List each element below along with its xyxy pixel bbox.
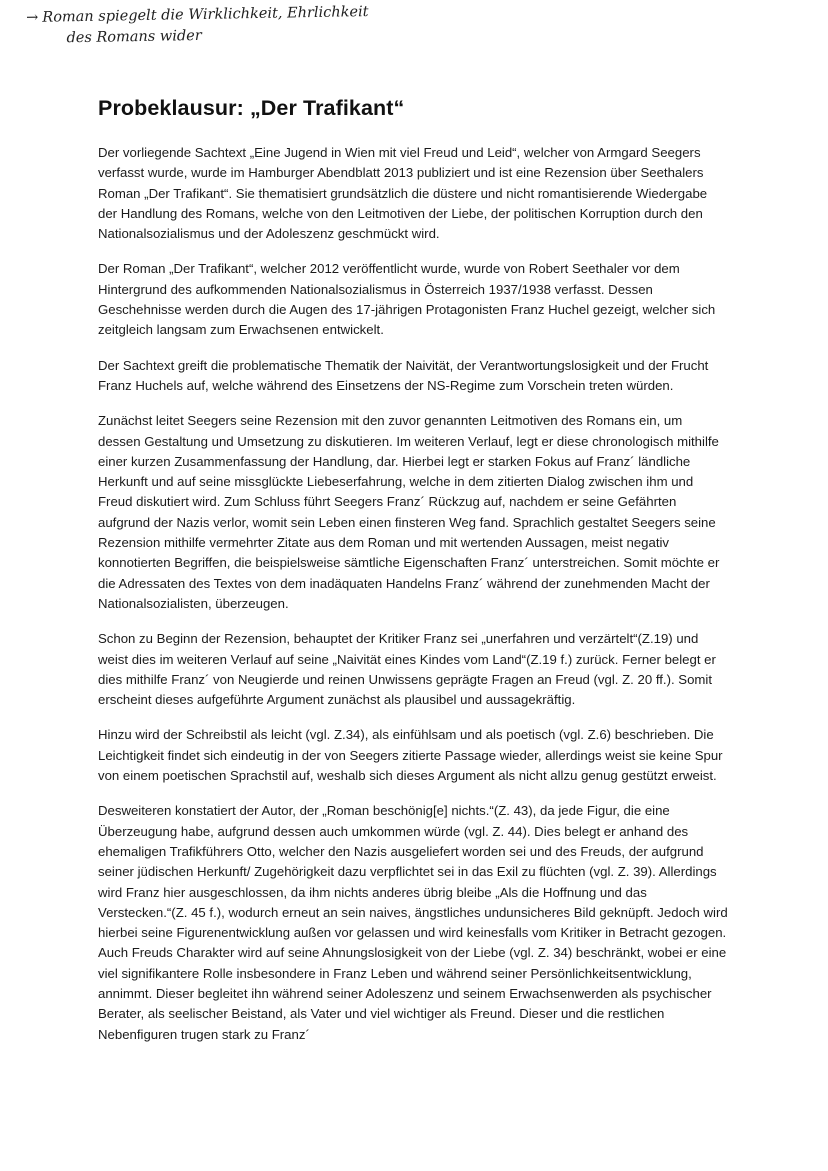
handwritten-note-line-2: des Romans wider — [66, 27, 202, 47]
paragraph-intro: Der vorliegende Sachtext „Eine Jugend in Wien mit viel Freud und Leid“, welcher von Armgard Seegers verfasst wurde, wurde im Hamburger Abendblatt 2013 publiziert und ist eine Rezension über Seethalers Roman „Der Trafikant“. Sie thematisiert grundsätzlich die düstere und nicht romantisierende Wiedergabe der Handlung des Romans, welche von den Leitmotiven der Liebe, der politischen Korruption durch den Nationalsozialismus und der Adoleszenz geschmückt wird. — [98, 145, 708, 242]
paragraph-argument-naivety: Schon zu Beginn der Rezension, behauptet der Kritiker Franz sei „unerfahren und verzärtelt“(Z.19) und weist dies im weiteren Verlauf auf seine „Naivität eines Kindes vom Land“(Z.19 f.) zurück. Ferner belegt er dies mithilfe Franz´ von Neugierde und reinen Unwissens geprägte Fragen an Freud (vgl. Z. 20 ff.). Somit erscheint dieses aufgeführte Argument zunächst als plausibel und aussagekräftig. — [98, 631, 716, 708]
paragraph-thematic: Der Sachtext greift die problematische Thematik der Naivität, der Verantwortungslosigkeit und der Frucht Franz Huchels auf, welche während des Einsetzens der NS-Regime zum Vorschein treten würden. — [98, 357, 709, 393]
handwritten-note-line-1: Roman spiegelt die Wirklichkeit, Ehrlichkeit — [42, 4, 369, 26]
document-title: Probeklausur: „Der Trafikant“ — [98, 96, 405, 120]
paragraph-argument-realism: Desweiteren konstatiert der Autor, der „Roman beschönig[e] nichts.“(Z. 43), da jede Figur, die eine Überzeugung habe, aufgrund dessen auch umkommen würde (vgl. Z. 44). Dies belegt er anhand des ehemaligen Trafikführers Otto, welcher den Nazis ausgeliefert worden sei und des Freuds, der aufgrund seiner jüdischen Herkunft/ Zugehörigkeit dazu verpflichtet sei in das Exil zu flüchten (vgl. Z. 39). Allerdings wird Franz hier ausgeschlossen, da ihm nichts anderes übrig bleibe „Als die Hoffnung und das Verstecken.“(Z. 45 f.), wodurch erneut an sein naives, ängstliches undunsicheres Bild geknüpft. Jedoch wird hierbei seine Figurenentwicklung außen vor gelassen und wird keinesfalls vom Kritiker in Betracht gezogen. Auch Freuds Charakter wird auf seine Ahnungslosigkeit von der Liebe (vgl. Z. 34) beschränkt, wobei er eine viel signifikantere Rolle insbesondere in Franz Leben und während seiner Persönlichkeitsentwicklung, annimmt. Dieser begleitet ihn während seiner Adoleszenz und seinem Erwachsenwerden als psychischer Berater, als seelischer Beistand, als Vater und viel wichtiger als Freund. Dieser und die restlichen Nebenfiguren trugen stark zu Franz´ — [98, 803, 728, 1042]
paragraph-structure: Zunächst leitet Seegers seine Rezension mit den zuvor genannten Leitmotiven des Romans ein, um dessen Gestaltung und Umsetzung zu diskutieren. Im weiteren Verlauf, legt er diese chronologisch mithilfe einer kurzen Zusammenfassung der Handlung, dar. Hierbei legt er starken Fokus auf Franz´ ländliche Herkunft und auf seine missglückte Liebeserfahrung, welche in dem zitierten Dialog zwischen ihm und Freud diskutiert wird. Zum Schluss führt Seegers Franz´ Rückzug auf, nachdem er seine Gefährten aufgrund der Nazis verlor, womit sein Leben einen finsteren Weg fand. Sprachlich gestaltet Seegers seine Rezension mithilfe vermehrter Zitate aus dem Roman und mit wertenden Aussagen, meist negativ konnotierten Begriffen, die beispielsweise sämtliche Eigenschaften Franz´ unterstreichen. Somit möchte er die Adressaten des Textes von dem inadäquaten Handelns Franz´ während der zunehmenden Macht der Nationalsozialisten, überzeugen. — [98, 413, 720, 611]
arrow-icon: → — [26, 9, 39, 26]
handwritten-note — [26, 1, 447, 50]
paragraph-argument-style: Hinzu wird der Schreibstil als leicht (vgl. Z.34), als einfühlsam und als poetisch (vgl. Z.6) beschrieben. Die Leichtigkeit findet sich eindeutig in der von Seegers zitierte Passage wieder, allerdings weist sie keine Spur von einem poetischen Sprachstil auf, weshalb sich dieses Argument als nicht allzu genug gestützt erweist. — [98, 727, 723, 784]
document-page — [98, 96, 728, 1060]
paragraph-novel-context: Der Roman „Der Trafikant“, welcher 2012 veröffentlicht wurde, wurde von Robert Seethaler vor dem Hintergrund des aufkommenden Nationalsozialismus in Österreich 1937/1938 verfasst. Dessen Geschehnisse werden durch die Augen des 17-jährigen Protagonisten Franz Huchel gezeigt, welcher sich zeitgleich langsam zum Erwachsenen entwickelt. — [98, 261, 716, 338]
